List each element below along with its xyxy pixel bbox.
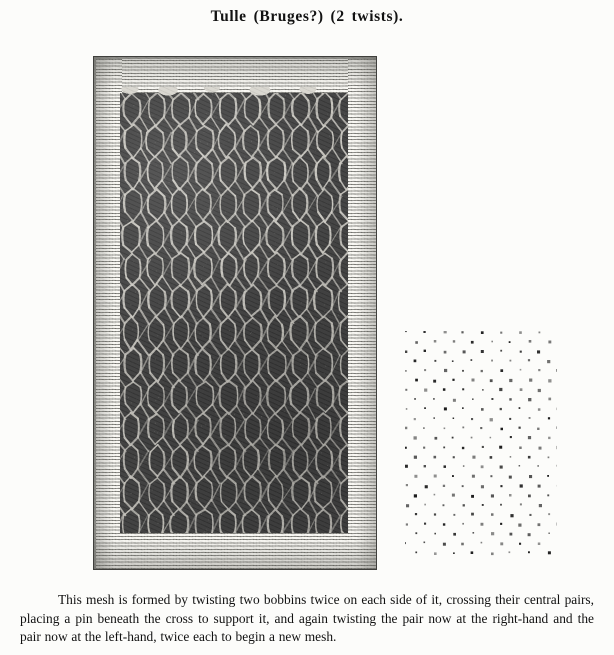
pricking-diagram <box>405 331 557 557</box>
woven-border-top <box>96 59 376 93</box>
lace-photograph-plate <box>93 56 377 570</box>
page-title: Tulle (Bruges?) (2 twists). <box>210 8 404 25</box>
tulle-mesh-threads <box>120 93 348 533</box>
tulle-mesh-field <box>120 93 348 533</box>
pricking-dots <box>405 331 557 557</box>
woven-border-left <box>96 59 122 569</box>
woven-border-right <box>348 59 376 569</box>
woven-border-bottom <box>96 533 376 569</box>
figure-caption: This mesh is formed by twisting two bobbins twice on each side of it, crossing their central pairs, placing a pin beneath the cross to support it, and again twisting the pair now at the right-hand and the pair now at the left-hand, twice each to begin a new mesh. <box>20 592 594 644</box>
